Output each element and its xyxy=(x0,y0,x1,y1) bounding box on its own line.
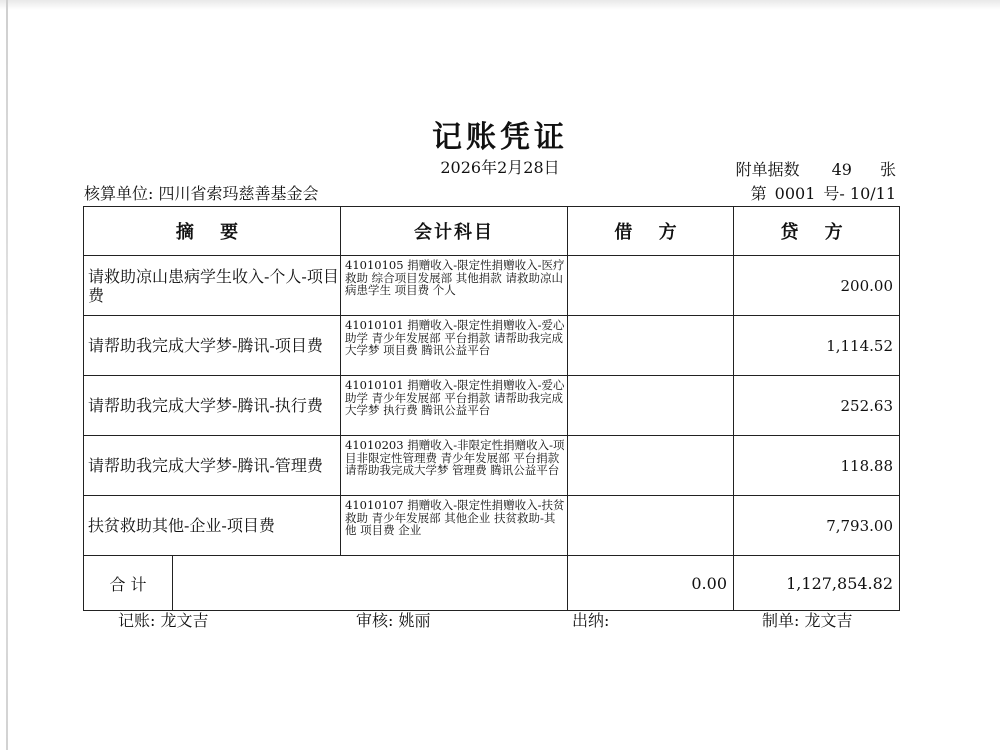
row-debit xyxy=(568,496,734,556)
attachment-count xyxy=(736,157,896,180)
table-row xyxy=(84,436,900,496)
row-debit xyxy=(568,316,734,376)
voucher-table xyxy=(83,206,900,611)
row-credit: 1,114.52 xyxy=(734,316,900,376)
accounting-unit xyxy=(84,181,319,204)
row-credit: 118.88 xyxy=(734,436,900,496)
row-debit xyxy=(568,436,734,496)
header-summary: 摘 要 xyxy=(84,207,341,256)
voucher-date: 2026年2月28日 xyxy=(440,158,560,177)
row-account: 41010101 捐赠收入-限定性捐赠收入-爱心助学 青少年发展部 平台捐款 请帮助我完成大学梦 项目费 腾讯公益平台 xyxy=(341,316,568,376)
header-debit: 借 方 xyxy=(568,207,734,256)
preparer-signature: 制单: 龙文吉 xyxy=(762,611,853,630)
row-credit: 7,793.00 xyxy=(734,496,900,556)
reviewer-signature: 审核: 姚丽 xyxy=(356,611,431,630)
row-account: 41010105 捐赠收入-限定性捐赠收入-医疗救助 综合项目发展部 其他捐款 请救助凉山病患学生 项目费 个人 xyxy=(341,256,568,316)
voucher-number xyxy=(751,181,896,204)
bookkeeper-signature: 记账: 龙文吉 xyxy=(118,611,209,630)
total-debit: 0.00 xyxy=(568,556,734,611)
row-account: 41010101 捐赠收入-限定性捐赠收入-爱心助学 青少年发展部 平台捐款 请帮助我完成大学梦 执行费 腾讯公益平台 xyxy=(341,376,568,436)
attachment-unit: 张 xyxy=(879,160,896,179)
cashier-signature: 出纳: xyxy=(572,611,610,630)
scan-shadow-top xyxy=(0,0,1000,10)
total-credit: 1,127,854.82 xyxy=(734,556,900,611)
row-summary: 请帮助我完成大学梦-腾讯-管理费 xyxy=(84,436,341,496)
total-blank xyxy=(173,556,567,610)
total-label: 合 计 xyxy=(84,556,173,610)
row-summary: 请帮助我完成大学梦-腾讯-执行费 xyxy=(84,376,341,436)
total-row xyxy=(84,556,900,611)
voucher-title: 记账凭证 xyxy=(432,120,568,155)
row-summary: 请救助凉山患病学生收入-个人-项目费 xyxy=(84,256,341,316)
row-debit xyxy=(568,376,734,436)
table-row xyxy=(84,256,900,316)
voucher-number-suffix: 号- 10/11 xyxy=(823,184,896,203)
table-header-row xyxy=(84,207,900,256)
table-row xyxy=(84,496,900,556)
voucher-number-value: 0001 xyxy=(774,184,816,203)
row-debit xyxy=(568,256,734,316)
accounting-unit-name: 四川省索玛慈善基金会 xyxy=(158,184,319,203)
header-credit: 贷 方 xyxy=(734,207,900,256)
attachment-label: 附单据数 xyxy=(735,160,800,179)
accounting-unit-label: 核算单位: xyxy=(84,184,154,203)
table-row xyxy=(84,316,900,376)
row-account: 41010203 捐赠收入-非限定性捐赠收入-项目非限定性管理费 青少年发展部 平台捐款 请帮助我完成大学梦 管理费 腾讯公益平台 xyxy=(341,436,568,496)
total-label-cell xyxy=(84,556,568,611)
row-summary: 请帮助我完成大学梦-腾讯-项目费 xyxy=(84,316,341,376)
table-row xyxy=(84,376,900,436)
row-credit: 200.00 xyxy=(734,256,900,316)
attachment-number: 49 xyxy=(831,160,852,179)
header-account: 会计科目 xyxy=(341,207,568,256)
row-account: 41010107 捐赠收入-限定性捐赠收入-扶贫救助 青少年发展部 其他企业 扶贫救助-其他 项目费 企业 xyxy=(341,496,568,556)
voucher-number-prefix: 第 xyxy=(750,184,767,203)
row-summary: 扶贫救助其他-企业-项目费 xyxy=(84,496,341,556)
row-credit: 252.63 xyxy=(734,376,900,436)
